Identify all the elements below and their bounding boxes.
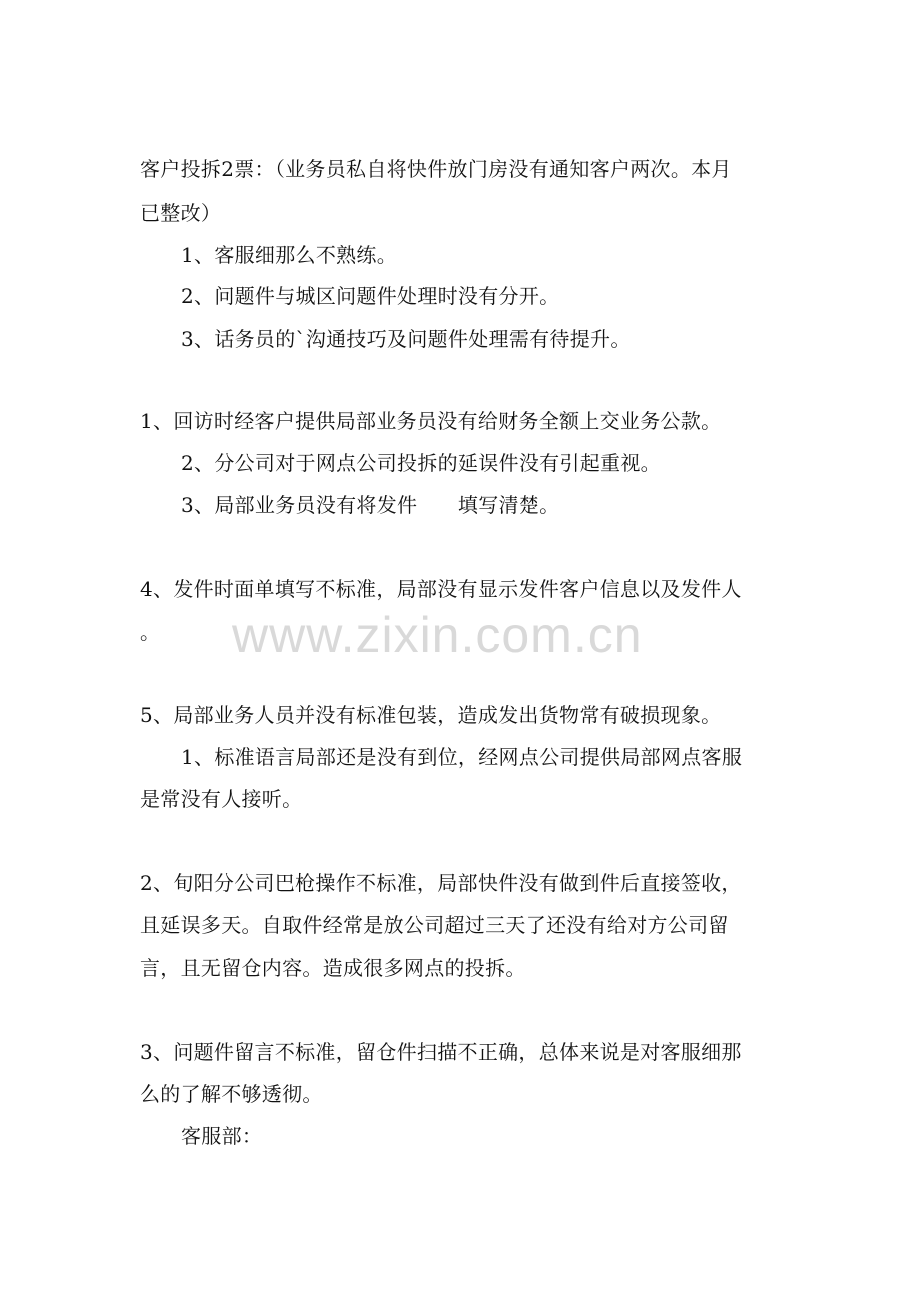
text-line: 是常没有人接听。: [140, 787, 303, 811]
text-line: 已整改）: [140, 201, 222, 225]
text-line: 客户投拆2票：（业务员私自将快件放门房没有通知客户两次。本月: [140, 157, 732, 181]
text-line: 客服部：: [181, 1124, 263, 1148]
text-line: 4、发件时面单填写不标准，局部没有显示发件客户信息以及发件人: [140, 577, 742, 601]
text-line: 2、分公司对于网点公司投拆的延误件没有引起重视。: [181, 451, 661, 475]
text-line: 么的了解不够透彻。: [140, 1082, 323, 1106]
watermark: www.zixin.com.cn: [232, 607, 643, 663]
text-line: 5、局部业务人员并没有标准包装，造成发出货物常有破损现象。: [140, 703, 722, 727]
text-line: 1、标准语言局部还是没有到位，经网点公司提供局部网点客服: [181, 745, 743, 769]
text-line: 1、客服细那么不熟练。: [181, 243, 398, 267]
text-line: 2、问题件与城区问题件处理时没有分开。: [181, 284, 560, 308]
text-line: 且延误多天。自取件经常是放公司超过三天了还没有给对方公司留: [140, 913, 729, 937]
text-line: 1、回访时经客户提供局部业务员没有给财务全额上交业务公款。: [140, 409, 722, 433]
text-line: 3、局部业务员没有将发件 填写清楚。: [181, 493, 560, 517]
text-line: 3、问题件留言不标准，留仓件扫描不正确，总体来说是对客服细那: [140, 1040, 742, 1064]
text-line: 言，且无留仓内容。造成很多网点的投拆。: [140, 956, 526, 980]
text-line: 2、旬阳分公司巴枪操作不标准，局部快件没有做到件后直接签收，: [140, 871, 742, 895]
text-line: 3、话务员的`沟通技巧及问题件处理需有待提升。: [181, 327, 631, 351]
text-line: 。: [140, 620, 161, 644]
